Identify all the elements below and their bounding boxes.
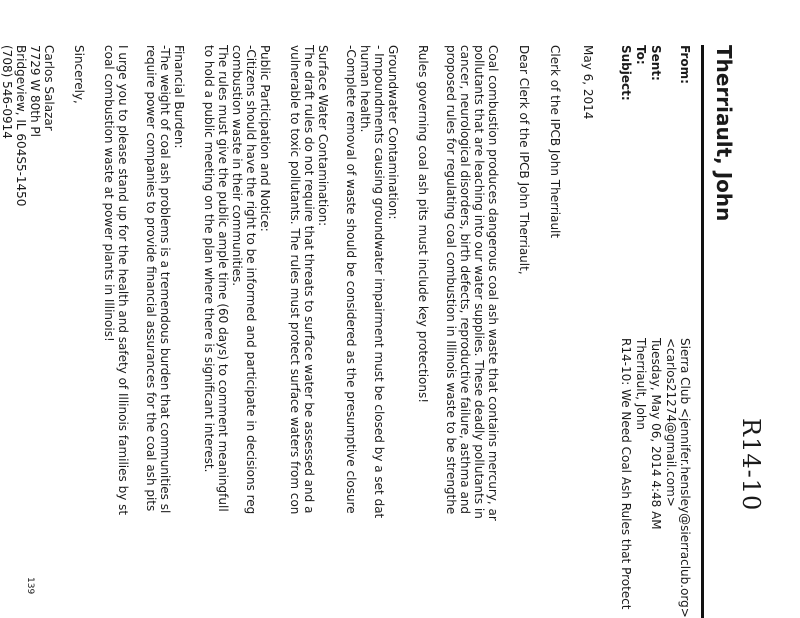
sent-value: Tuesday, May 06, 2014 4:48 AM: [649, 338, 663, 530]
intro-line: proposed rules for regulating coal combustion in Illinois waste to be strengthe: [444, 45, 458, 515]
signature-name: Carlos Salazar: [42, 45, 56, 131]
intro-line: Coal combustion produces dangerous coal ash waste that contains mercury, ar: [486, 45, 500, 521]
surface-water-heading: Surface Water Contamination:: [316, 45, 330, 227]
participation-line: -Citizens should have the right to be informed and participate in decisions reg: [244, 45, 258, 515]
closing-plea-line: I urge you to please stand up for the health and safety of Illinois families by st: [116, 45, 130, 516]
from-value: Sierra Club <jennifer.hensley@sierraclub.org>: [678, 338, 692, 618]
sender-name-heading: Therriault, John: [712, 45, 736, 222]
intro-line: pollutants that are leaching into our water supplies. These deadly pollutants in: [472, 45, 486, 519]
groundwater-line: - Impoundments causing groundwater impairment must be closed by a set dat: [372, 45, 386, 519]
surface-water-line: vulnerable to toxic pollutants. The rules must protect surface waters from con: [288, 45, 302, 515]
surface-water-line: The draft rules do not require that threats to surface water be assessed and a: [302, 45, 316, 514]
sent-label: Sent:: [649, 45, 663, 81]
to-label: To:: [634, 45, 648, 65]
groundwater-line: -Complete removal of waste should be considered as the presumptive closure: [344, 45, 358, 514]
document-id-stamp: R14-10: [737, 418, 765, 512]
intro-line: cancer, neurological disorders, birth defects, reproductive failure, asthma and: [458, 45, 472, 515]
participation-heading: Public Participation and Notice:: [258, 45, 272, 232]
closing-plea-line: coal combustion waste at power plants in Illinois!: [102, 45, 116, 342]
to-value: Therriault, John: [634, 338, 648, 431]
participation-line: combustion waste in their communities.: [230, 45, 244, 287]
rules-intro: Rules governing coal ash pits must include key protections!: [416, 45, 430, 404]
financial-heading: Financial Burden:: [172, 45, 186, 149]
groundwater-line: human health.: [358, 45, 372, 133]
header-divider: [701, 45, 704, 618]
subject-label: Subject:: [619, 45, 633, 101]
page-number: 139: [25, 577, 35, 595]
signature-city: Bridgeview, IL 604S5-1450: [14, 45, 28, 207]
salutation: Dear Clerk of the IPCB John Therriault,: [517, 45, 531, 275]
financial-line: -The weight of coal ash problems is a tremendous burden that communities sl: [158, 45, 172, 514]
letter-date: May 6, 2014: [581, 45, 595, 120]
signoff: Sincerely,: [72, 45, 86, 104]
signature-address: 7729 W 80th Pl: [28, 45, 42, 137]
recipient-line: Clerk of the IPCB John Therriault: [548, 45, 562, 239]
signature-phone: (708) 546-0914: [0, 45, 14, 139]
subject-value: R14-10: We Need Coal Ash Rules that Protect: [619, 338, 633, 610]
participation-line: The rules must give the public ample time (60 days) to comment meaningfull: [216, 45, 230, 512]
from-label: From:: [678, 45, 692, 84]
groundwater-heading: Groundwater Contamination:: [386, 45, 400, 220]
financial-line: require power companies to provide financial assurances for the coal ash pits: [144, 45, 158, 512]
participation-line: to hold a public meeting on the plan where there is significant interest.: [202, 45, 216, 473]
from-value-email: <carlos21274@gmail.com>: [664, 338, 678, 507]
